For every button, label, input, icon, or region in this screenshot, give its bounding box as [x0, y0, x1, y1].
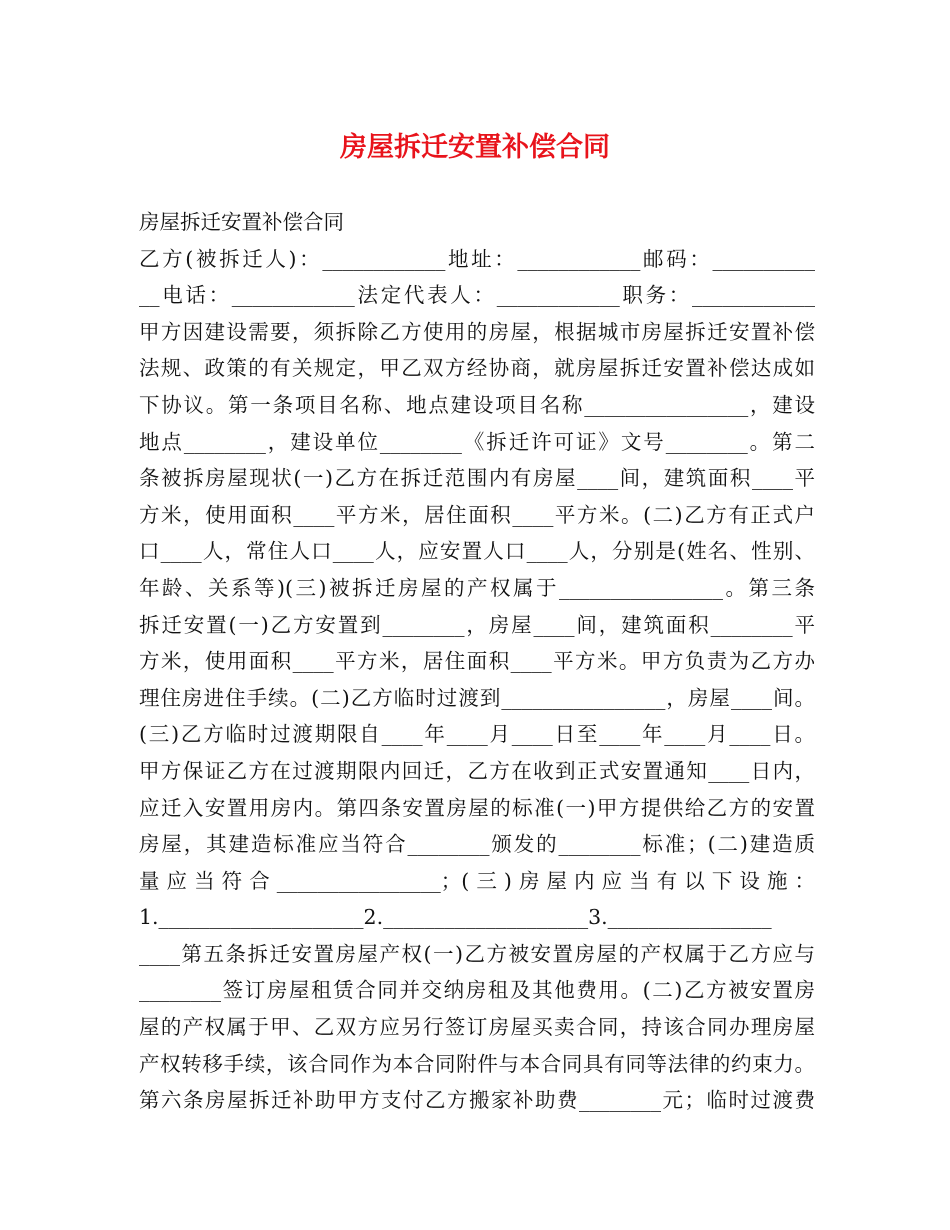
- body-line: 理住房进住手续。(二)乙方临时过渡到________________，房屋____间。: [139, 685, 815, 710]
- body-line: 甲方保证乙方在过渡期限内回迁，乙方在收到正式安置通知____日内，: [139, 758, 815, 783]
- body-line: ____第五条拆迁安置房屋产权(一)乙方被安置房屋的产权属于乙方应与: [139, 941, 815, 966]
- body-line: 屋的产权属于甲、乙双方应另行签订房屋买卖合同，持该合同办理房屋: [139, 1015, 815, 1040]
- body-line: 方米，使用面积____平方米，居住面积____平方米。甲方负责为乙方办: [139, 649, 815, 674]
- body-line: __电话：____________法定代表人：____________职务：____________: [139, 283, 815, 308]
- body-line: 拆迁安置(一)乙方安置到________，房屋____间，建筑面积________平: [139, 612, 815, 637]
- body-line: ________签订房屋租赁合同并交纳房租及其他费用。(二)乙方被安置房: [139, 978, 815, 1003]
- body-line: 量应当符合________________；(三)房屋内应当有以下设施：: [139, 868, 815, 893]
- body-line: (三)乙方临时过渡期限自____年____月____日至____年____月____日。: [139, 722, 815, 747]
- body-line: 口____人，常住人口____人，应安置人口____人，分别是(姓名、性别、: [139, 539, 815, 564]
- body-line: 地点________，建设单位________《拆迁许可证》文号________。第二: [139, 429, 815, 454]
- body-line: 产权转移手续，该合同作为本合同附件与本合同具有同等法律的约束力。: [139, 1051, 815, 1076]
- body-line: 方米，使用面积____平方米，居住面积____平方米。(二)乙方有正式户: [139, 502, 815, 527]
- body-line: 应迁入安置用房内。第四条安置房屋的标准(一)甲方提供给乙方的安置: [139, 795, 815, 820]
- document-body: [139, 204, 815, 1119]
- body-line: 甲方因建设需要，须拆除乙方使用的房屋，根据城市房屋拆迁安置补偿: [139, 319, 815, 344]
- body-line: 房屋拆迁安置补偿合同: [139, 210, 344, 234]
- body-line: 条被拆房屋现状(一)乙方在拆迁范围内有房屋____间，建筑面积____平: [139, 466, 815, 491]
- body-line: 房屋，其建造标准应当符合________颁发的________标准；(二)建造质: [139, 832, 815, 857]
- body-line: 乙方(被拆迁人)：____________地址：____________邮码：__________: [139, 246, 815, 271]
- body-line: 1.____________________2.____________________3.________________: [139, 905, 772, 930]
- body-line: 下协议。第一条项目名称、地点建设项目名称________________，建设: [139, 392, 815, 417]
- document-title: 房屋拆迁安置补偿合同: [340, 132, 610, 163]
- body-line: 第六条房屋拆迁补助甲方支付乙方搬家补助费________元；临时过渡费: [139, 1088, 815, 1113]
- body-line: 法规、政策的有关规定，甲乙双方经协商，就房屋拆迁安置补偿达成如: [139, 356, 815, 381]
- body-line: 年龄、关系等)(三)被拆迁房屋的产权属于________________。第三条: [139, 575, 815, 600]
